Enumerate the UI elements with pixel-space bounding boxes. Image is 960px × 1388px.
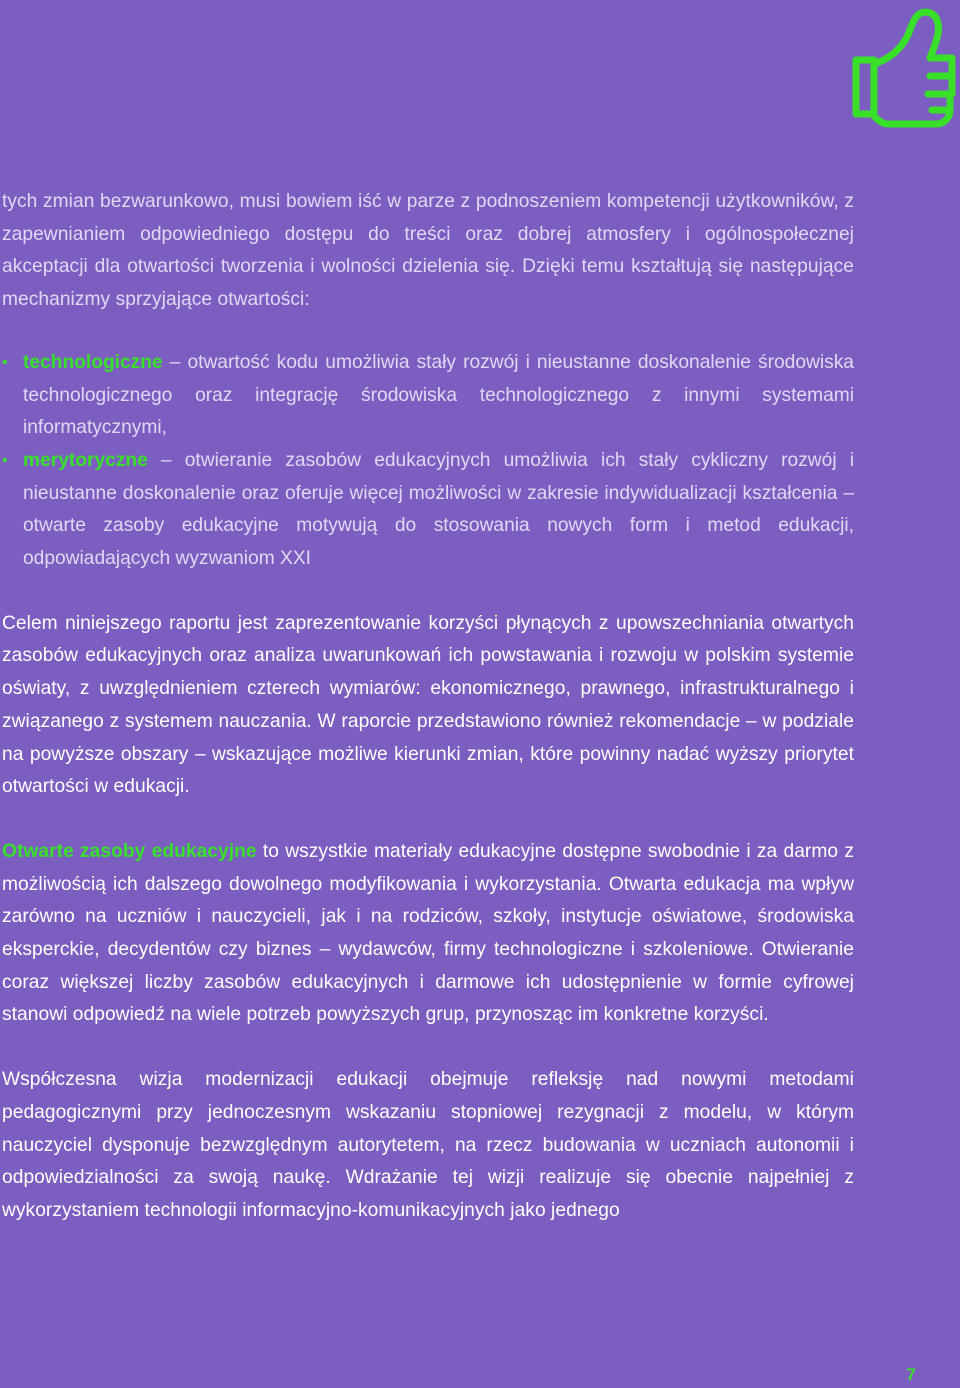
intro-paragraph xyxy=(2,186,854,317)
mechanisms-list xyxy=(2,347,854,576)
open-education-impact-text: Otwarta edukacja ma wpływ zarówno na uczniów i nauczycieli, jak i na rodziców, szkoły, instytucje oświatowe, środowiska eksperckie, decydentów czy biznes – wydawców, firmy technologiczne i szkoleniowe. xyxy=(2,873,854,961)
modernization-paragraph xyxy=(2,1064,854,1228)
page-content xyxy=(2,186,854,1228)
list-item xyxy=(2,347,854,445)
bullet-icon: • xyxy=(2,353,8,371)
bullet-text: – otwieranie zasobów edukacyjnych umożliwia ich stały cykliczny rozwój i nieustanne doskonalenie oraz oferuje więcej możliwości w zakresie indywidualizacji kształcenia – otwarte zasoby edukacyjne motywują do stosowania nowych form i metod edukacji, odpowiadających wyzwaniom XXI xyxy=(23,449,854,570)
report-goal-paragraph xyxy=(2,608,854,804)
bullet-term: technologiczne xyxy=(23,351,163,373)
page-number: 7 xyxy=(906,1365,916,1384)
implementation-text: Wdrażanie tej wizji realizuje się obecnie najpełniej z wykorzystaniem technologii informacyjno-komunikacyjnych jako jednego xyxy=(2,1167,854,1221)
list-item xyxy=(2,445,854,576)
modernization-text: Współczesna wizja modernizacji edukacji obejmuje refleksję nad nowymi metodami pedagogicznymi przy jednoczesnym wskazaniu stopniowej rezygnacji z modelu, w którym nauczyciel dysponuje bezwzględnym autorytetem, na rzecz budowania w uczniach autonomii i odpowiedzialności za swoją naukę. xyxy=(2,1069,854,1189)
bullet-text: – otwartość kodu umożliwia stały rozwój i nieustanne doskonalenie środowiska technologicznego oraz integrację środowiska technologicznego z innymi systemami informatycznymi, xyxy=(23,351,854,439)
report-goal-text: Celem niniejszego raportu jest zaprezentowanie korzyści płynących z upowszechniania otwartych zasobów edukacyjnych oraz analiza uwarunkowań ich powstawania i rozwoju w polskim systemie oświaty, z uwzględnieniem czterech wymiarów: ekonomicznego, prawnego, infrastrukturalnego i związanego z systemem nauczania. xyxy=(2,612,854,732)
bullet-icon: • xyxy=(2,451,8,469)
open-resources-benefit-text: Otwieranie coraz większej liczby zasobów edukacyjnych i darmowe ich udostępnienie w formie cyfrowej stanowi odpowiedź na wiele potrzeb powyższych grup, przynosząc im konkretne korzyści. xyxy=(2,939,854,1026)
bullet-term: merytoryczne xyxy=(23,449,148,471)
intro-text-continued: Dzięki temu kształtują się następujące mechanizmy sprzyjające otwartości: xyxy=(2,256,854,311)
intro-text: tych zmian bezwarunkowo, musi bowiem iść w parze z podnoszeniem kompetencji użytkowników, z zapewnianiem odpowiedniego dostępu do treści oraz dobrej atmosfery i ogólnospołecznej akceptacji dla otwartości tworzenia i wolności dzielenia się. xyxy=(2,191,854,278)
thumbs-up-icon xyxy=(848,4,960,130)
oer-definition-text: to wszystkie materiały edukacyjne dostępne swobodnie i za darmo z możliwością ich dalszego dowolnego modyfikowania i wykorzystania. xyxy=(2,840,855,895)
oer-term: Otwarte zasoby edukacyjne xyxy=(2,840,257,862)
report-recommendations-text: W raporcie przedstawiono również rekomendacje – w podziale na powyższe obszary – wskazujące możliwe kierunki zmian, które powinny nadać wyższy priorytet otwartości w edukacji. xyxy=(2,710,855,798)
oer-definition-paragraph xyxy=(2,836,854,1032)
